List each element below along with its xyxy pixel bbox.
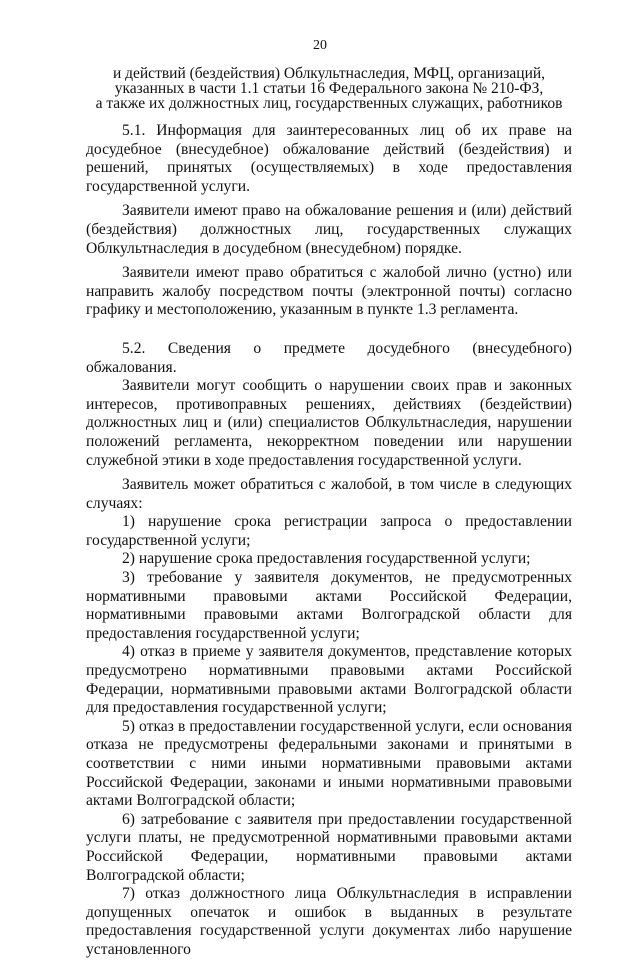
list-item: 4) отказ в приеме у заявителя документов, представление которых предусмотрено нормативными правовыми актами Российской Федерации, нормативными правовыми актами Волгоградской области для предоставления государственной услуги; (86, 643, 572, 717)
heading-line: указанных в части 1.1 статьи 16 Федерального закона № 210-ФЗ, (114, 80, 544, 97)
section-heading (86, 66, 572, 111)
paragraph: Заявители имеют право на обжалование решения и (или) действий (бездействия) должностных лиц, государственных служащих Облкультнаследия в досудебном (внесудебном) порядке. (86, 202, 572, 257)
paragraph: Заявители могут сообщить о нарушении своих прав и законных интересов, противоправных решениях, действиях (бездействии) должностных лиц и (или) специалистов Облкультнаследия, нарушении положений регламента, некорректном поведении или нарушении служебной этики в ходе предоставления государственной услуги. (86, 377, 572, 469)
heading-line: а также их должностных лиц, государственных служащих, работников (95, 95, 563, 112)
paragraph: Заявитель может обратиться с жалобой, в том числе в следующих случаях: (86, 476, 572, 512)
page-number: 20 (313, 38, 327, 53)
list-item: 3) требование у заявителя документов, не предусмотренных нормативными правовыми актами Российской Федерации, нормативными правовыми актами Волгоградской области для предоставления государственной услуги; (86, 569, 572, 642)
list-item: 2) нарушение срока предоставления государственной услуги; (122, 550, 531, 568)
paragraph-5-1: 5.1. Информация для заинтересованных лиц об их праве на досудебное (внесудебное) обжалование действий (бездействия) и решений, принятых (осуществляемых) в ходе предоставления государственной услуги. (86, 122, 572, 195)
list-item: 7) отказ должностного лица Облкультнаследия в исправлении допущенных опечаток и ошибок в выданных в результате предоставления государственной услуги документах либо нарушение установленного (86, 885, 572, 958)
list-item: 6) затребование с заявителя при предоставлении государственной услуги платы, не предусмотренной нормативными правовыми актами Российской Федерации, нормативными правовыми актами Волгоградской области; (86, 810, 572, 884)
list-item: 1) нарушение срока регистрации запроса о предоставлении государственной услуги; (86, 513, 572, 549)
list-item: 5) отказ в предоставлении государственной услуги, если основания отказа не предусмотрены федеральными законами и принятыми в соответствии с ними иными нормативными правовыми актами Российской Федерации, законами и иными нормативными правовыми актами Волгоградской области; (86, 717, 572, 810)
heading-line: и действий (бездействия) Облкультнаследия, МФЦ, организаций, (112, 65, 546, 82)
paragraph: Заявители имеют право обратиться с жалобой лично (устно) или направить жалобу посредством почты (электронной почты) согласно графику и местоположению, указанным в пункте 1.3 регламента. (86, 264, 572, 319)
paragraph-5-2: 5.2. Сведения о предмете досудебного (внесудебного) обжалования. (86, 339, 572, 376)
document-body (86, 122, 572, 960)
